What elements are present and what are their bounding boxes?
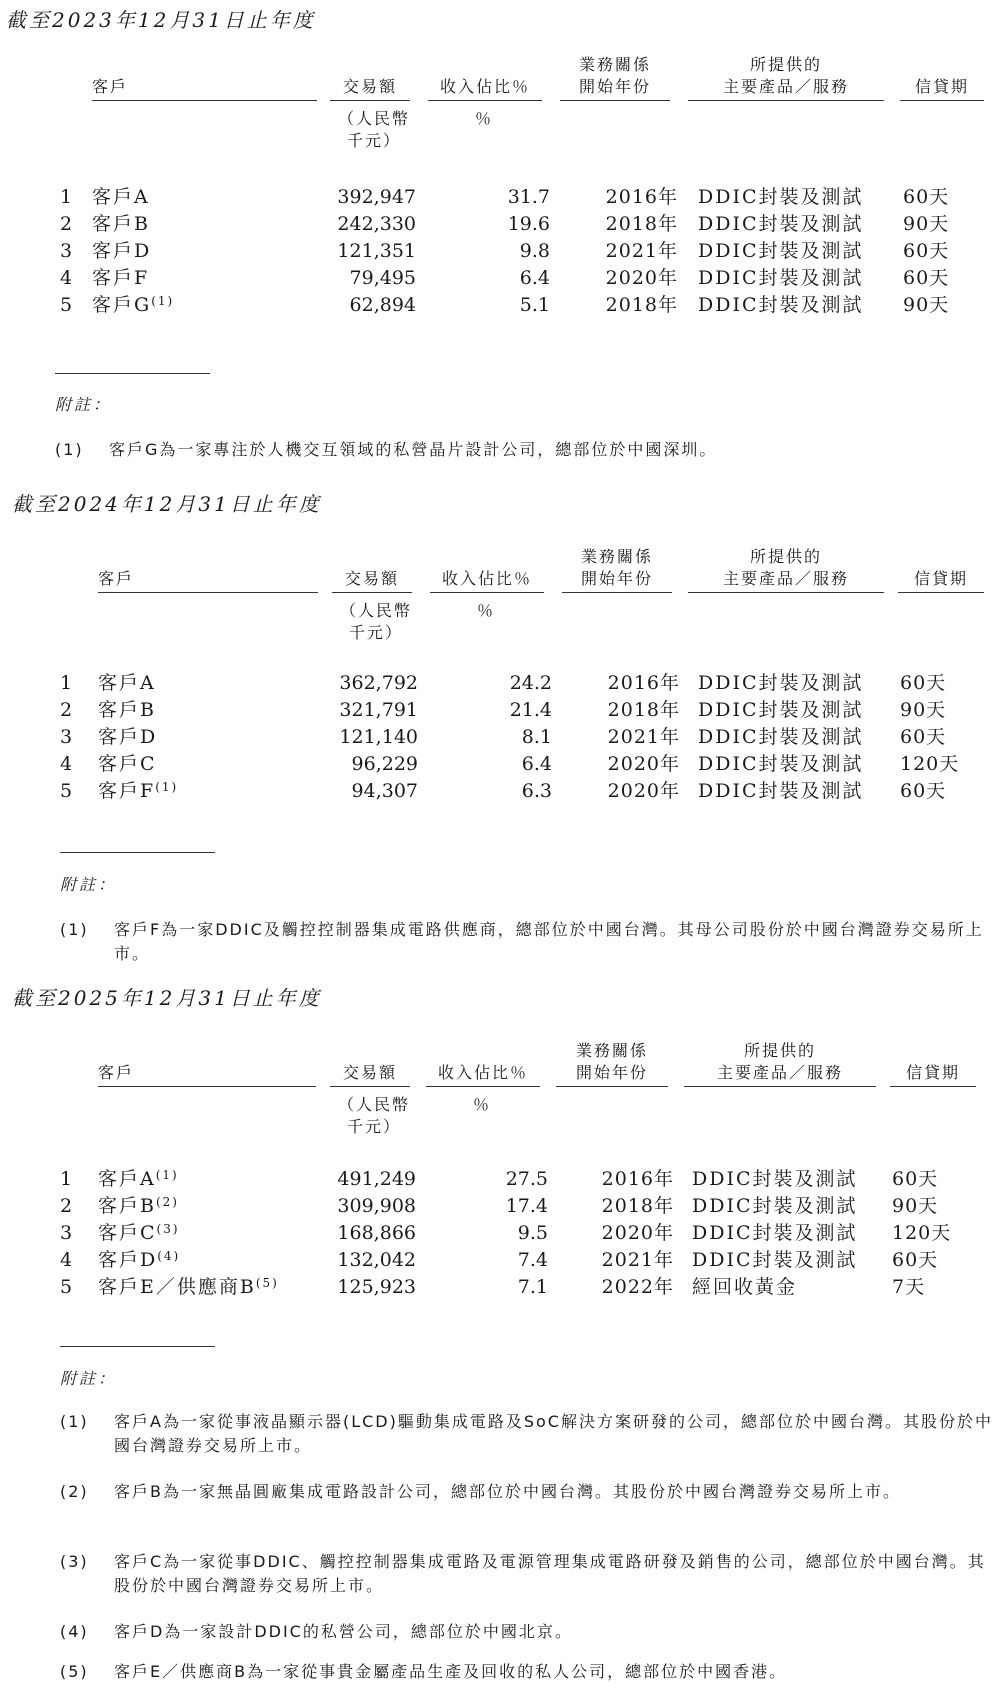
customer-name: 客戶C [98, 753, 157, 775]
transaction-amount: 309,908 [337, 1195, 416, 1217]
table-row [0, 724, 1000, 750]
product-service: DDIC封裝及測試 [698, 726, 864, 748]
period-title-2025: 截至2025年12月31日止年度 [12, 986, 322, 1010]
table-row [0, 1193, 1000, 1219]
credit-term: 60天 [900, 780, 947, 802]
table-row [0, 670, 1000, 696]
footnote-text: 客戶F為一家DDIC及觸控控制器集成電路供應商，總部位於中國台灣。其母公司股份於中國台灣證券交易所上市。 [114, 920, 984, 963]
credit-term: 90天 [892, 1195, 939, 1217]
header-year-line1: 業務關係 [580, 547, 653, 566]
customer-name: 客戶B [92, 213, 150, 235]
header-service-line2: 主要產品／服務 [688, 568, 884, 593]
table-row [0, 211, 1000, 237]
notes-divider [60, 852, 215, 853]
row-index: 3 [60, 240, 73, 262]
credit-term: 60天 [900, 672, 947, 694]
header-customer: 客戶 [92, 76, 317, 101]
header-share-unit: ％ [474, 109, 493, 128]
row-index: 5 [60, 780, 73, 802]
header-amount: 交易額 [330, 1062, 410, 1087]
row-index: 1 [60, 186, 73, 208]
row-index: 4 [60, 1249, 73, 1271]
row-index: 5 [60, 294, 73, 316]
customer-name: 客戶A [92, 186, 150, 208]
customer-name: 客戶A [98, 672, 156, 694]
footnote-number: (1) [60, 920, 89, 939]
table-row [0, 238, 1000, 264]
revenue-share: 7.4 [517, 1249, 548, 1271]
credit-term: 60天 [892, 1249, 939, 1271]
credit-term: 90天 [903, 213, 950, 235]
credit-term: 60天 [903, 267, 950, 289]
transaction-amount: 79,495 [349, 267, 416, 289]
footnote-text: 客戶C為一家從事DDIC、觸控控制器集成電路及電源管理集成電路研發及銷售的公司，總部位於中國台灣。其股份於中國台灣證券交易所上市。 [114, 1552, 986, 1595]
relationship-start-year: 2020年 [601, 1222, 674, 1244]
table-row [0, 1220, 1000, 1246]
product-service: DDIC封裝及測試 [692, 1195, 858, 1217]
transaction-amount: 121,140 [339, 726, 418, 748]
header-year-line1: 業務關係 [578, 55, 651, 74]
relationship-start-year: 2018年 [607, 699, 680, 721]
customer-name: 客戶D [92, 240, 152, 262]
relationship-start-year: 2018年 [605, 294, 678, 316]
product-service: DDIC封裝及測試 [698, 213, 864, 235]
period-title-2024: 截至2024年12月31日止年度 [12, 492, 322, 516]
product-service: DDIC封裝及測試 [698, 240, 864, 262]
row-index: 5 [60, 1276, 73, 1298]
transaction-amount: 321,791 [339, 699, 418, 721]
product-service: 經回收黃金 [692, 1276, 798, 1298]
header-share: 收入佔比％ [426, 1062, 540, 1087]
table-row [0, 184, 1000, 210]
product-service: DDIC封裝及測試 [698, 186, 864, 208]
credit-term: 60天 [900, 726, 947, 748]
credit-term: 7天 [892, 1276, 926, 1298]
customer-name: 客戶$G^{(1)}$ [92, 294, 175, 316]
product-service: DDIC封裝及測試 [692, 1222, 858, 1244]
table-row [0, 265, 1000, 291]
product-service: DDIC封裝及測試 [698, 267, 864, 289]
relationship-start-year: 2018年 [605, 213, 678, 235]
row-index: 1 [60, 1168, 73, 1190]
product-service: DDIC封裝及測試 [692, 1249, 858, 1271]
credit-term: 90天 [900, 699, 947, 721]
transaction-amount: 94,307 [351, 780, 418, 802]
product-service: DDIC封裝及測試 [692, 1168, 858, 1190]
relationship-start-year: 2022年 [601, 1276, 674, 1298]
header-share: 收入佔比％ [428, 76, 542, 101]
relationship-start-year: 2018年 [601, 1195, 674, 1217]
row-index: 1 [60, 672, 73, 694]
header-amount-unit: （人民幣千元） [337, 1095, 410, 1136]
row-index: 3 [60, 726, 73, 748]
customer-name: 客戶$B^{(2)}$ [98, 1195, 179, 1217]
relationship-start-year: 2020年 [607, 780, 680, 802]
header-share-unit: ％ [476, 601, 495, 620]
customer-name: 客戶F [92, 267, 150, 289]
footnote-text: 客戶D為一家設計DDIC的私營公司，總部位於中國北京。 [114, 1622, 573, 1641]
revenue-share: 6.4 [521, 753, 552, 775]
product-service: DDIC封裝及測試 [698, 753, 864, 775]
header-service-line1: 所提供的 [743, 1041, 816, 1060]
revenue-share: 27.5 [505, 1168, 548, 1190]
revenue-share: 8.1 [521, 726, 552, 748]
customer-name: 客戶E／供應商$B^{(5)}$ [98, 1276, 279, 1298]
credit-term: 60天 [903, 186, 950, 208]
revenue-share: 7.1 [517, 1276, 548, 1298]
header-year-line2: 開始年份 [556, 1062, 668, 1087]
relationship-start-year: 2021年 [605, 240, 678, 262]
table-row [0, 1166, 1000, 1192]
header-service-line2: 主要產品／服務 [688, 76, 884, 101]
row-index: 2 [60, 699, 73, 721]
notes-divider [60, 1346, 215, 1347]
footnote-number: (3) [60, 1552, 89, 1571]
revenue-share: 9.5 [517, 1222, 548, 1244]
credit-term: 90天 [903, 294, 950, 316]
table-row [0, 697, 1000, 723]
transaction-amount: 362,792 [339, 672, 418, 694]
notes-divider [55, 373, 210, 374]
transaction-amount: 125,923 [337, 1276, 416, 1298]
row-index: 4 [60, 753, 73, 775]
customer-name: 客戶$A^{(1)}$ [98, 1168, 179, 1190]
relationship-start-year: 2016年 [605, 186, 678, 208]
revenue-share: 31.7 [507, 186, 550, 208]
row-index: 2 [60, 213, 73, 235]
product-service: DDIC封裝及測試 [698, 294, 864, 316]
credit-term: 120天 [892, 1222, 952, 1244]
footnote-text: 客戶A為一家從事液晶顯示器(LCD)驅動集成電路及SoC解決方案研發的公司，總部位於中國台灣。其股份於中國台灣證券交易所上市。 [114, 1412, 993, 1455]
transaction-amount: 491,249 [337, 1168, 416, 1190]
transaction-amount: 392,947 [337, 186, 416, 208]
transaction-amount: 96,229 [351, 753, 418, 775]
header-share: 收入佔比％ [430, 568, 544, 593]
relationship-start-year: 2016年 [601, 1168, 674, 1190]
footnote-text: 客戶B為一家無晶圓廠集成電路設計公司，總部位於中國台灣。其股份於中國台灣證券交易所上市。 [114, 1482, 901, 1501]
table-row [0, 1274, 1000, 1300]
transaction-amount: 242,330 [337, 213, 416, 235]
notes-heading: 附註： [55, 395, 113, 414]
header-credit-term: 信貸期 [900, 76, 984, 101]
row-index: 4 [60, 267, 73, 289]
revenue-share: 17.4 [505, 1195, 548, 1217]
row-index: 2 [60, 1195, 73, 1217]
header-customer: 客戶 [98, 1062, 316, 1087]
transaction-amount: 62,894 [349, 294, 416, 316]
row-index: 3 [60, 1222, 73, 1244]
relationship-start-year: 2021年 [601, 1249, 674, 1271]
footnote-number: (4) [60, 1622, 89, 1641]
notes-heading: 附註： [60, 1369, 118, 1388]
transaction-amount: 121,351 [337, 240, 416, 262]
credit-term: 120天 [900, 753, 960, 775]
customer-name: 客戶$C^{(3)}$ [98, 1222, 180, 1244]
table-row [0, 1247, 1000, 1273]
header-service-line2: 主要產品／服務 [684, 1062, 876, 1087]
header-amount: 交易額 [332, 568, 412, 593]
customer-name: 客戶D [98, 726, 158, 748]
footnote-number: (1) [55, 440, 84, 459]
header-credit-term: 信貸期 [890, 1062, 976, 1087]
header-share-unit: ％ [472, 1095, 491, 1114]
customer-name: 客戶B [98, 699, 156, 721]
relationship-start-year: 2016年 [607, 672, 680, 694]
relationship-start-year: 2021年 [607, 726, 680, 748]
revenue-share: 5.1 [519, 294, 550, 316]
header-amount-unit: （人民幣千元） [339, 601, 412, 642]
header-customer: 客戶 [98, 568, 318, 593]
revenue-share: 21.4 [509, 699, 552, 721]
product-service: DDIC封裝及測試 [698, 780, 864, 802]
header-year-line2: 開始年份 [560, 76, 670, 101]
revenue-share: 6.3 [521, 780, 552, 802]
header-year-line2: 開始年份 [562, 568, 672, 593]
notes-heading: 附註： [60, 875, 118, 894]
relationship-start-year: 2020年 [607, 753, 680, 775]
product-service: DDIC封裝及測試 [698, 699, 864, 721]
revenue-share: 9.8 [519, 240, 550, 262]
product-service: DDIC封裝及測試 [698, 672, 864, 694]
header-service-line1: 所提供的 [749, 547, 822, 566]
header-credit-term: 信貸期 [898, 568, 984, 593]
header-service-line1: 所提供的 [749, 55, 822, 74]
table-row [0, 292, 1000, 318]
credit-term: 60天 [892, 1168, 939, 1190]
footnote-number: (1) [60, 1412, 89, 1431]
footnote-number: (5) [60, 1662, 89, 1681]
revenue-share: 24.2 [509, 672, 552, 694]
customer-name: 客戶$F^{(1)}$ [98, 780, 179, 802]
header-year-line1: 業務關係 [575, 1041, 648, 1060]
footnote-number: (2) [60, 1482, 89, 1501]
revenue-share: 19.6 [507, 213, 550, 235]
footnote-text: 客戶E／供應商B為一家從事貴金屬產品生產及回收的私人公司，總部位於中國香港。 [114, 1662, 788, 1681]
transaction-amount: 168,866 [337, 1222, 416, 1244]
relationship-start-year: 2020年 [605, 267, 678, 289]
credit-term: 60天 [903, 240, 950, 262]
revenue-share: 6.4 [519, 267, 550, 289]
transaction-amount: 132,042 [337, 1249, 416, 1271]
header-amount: 交易額 [330, 76, 410, 101]
table-row [0, 778, 1000, 804]
header-amount-unit: （人民幣千元） [337, 109, 410, 150]
table-row [0, 751, 1000, 777]
customer-name: 客戶$D^{(4)}$ [98, 1249, 181, 1271]
footnote-text: 客戶G為一家專注於人機交互領域的私營晶片設計公司，總部位於中國深圳。 [109, 440, 718, 459]
period-title-2023: 截至2023年12月31日止年度 [6, 8, 316, 32]
